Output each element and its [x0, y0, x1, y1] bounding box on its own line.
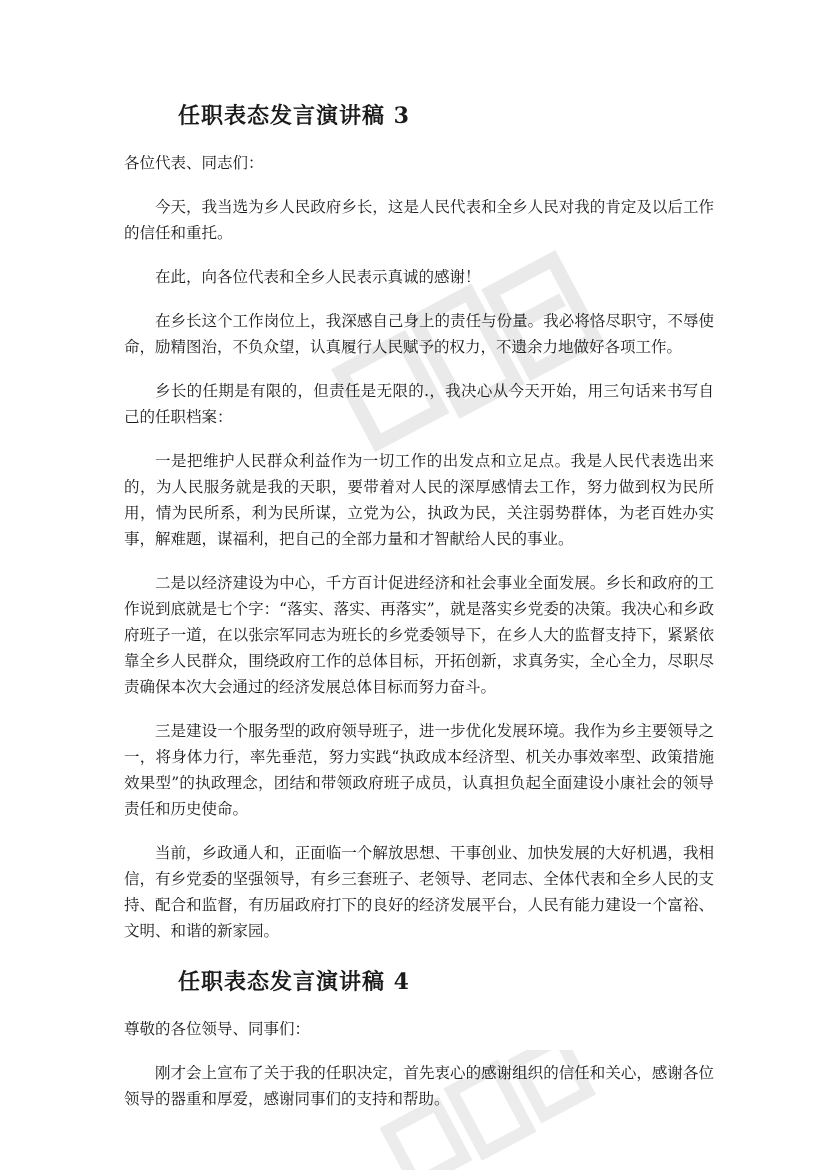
- paragraph: 今天，我当选为乡人民政府乡长，这是人民代表和全乡人民对我的肯定及以后工作的信任和重托。: [124, 198, 714, 242]
- paragraph: 在乡长这个工作岗位上，我深感自己身上的责任与份量。我必将恪尽职守，不辱使命，励精图治，不负众望，认真履行人民赋予的权力，不遗余力地做好各项工作。: [124, 312, 714, 356]
- paragraph: 二是以经济建设为中心，千方百计促进经济和社会事业全面发展。乡长和政府的工作说到底就是七个字：“落实、落实、再落实”，就是落实乡党委的决策。我决心和乡政府班子一道，在以张宗军同志为班长的乡党委领导下，在乡人大的监督支持下，紧紧依靠全乡人民群众，围绕政府工作的总体目标，开拓创新，求真务实，全心全力，尽职尽责确保本次大会通过的经济发展总体目标而努力奋斗。: [124, 574, 714, 696]
- paragraph: 一是把维护人民群众利益作为一切工作的出发点和立足点。我是人民代表选出来的，为人民服务就是我的天职，要带着对人民的深厚感情去工作，努力做到权为民所用，情为民所系，利为民所谋，立党为公，执政为民，关注弱势群体，为老百姓办实事，解难题，谋福利，把自己的全部力量和才智献给人民的事业。: [124, 452, 714, 548]
- document-body: [124, 96, 714, 1112]
- section-title-4: 任职表态发言演讲稿 4: [178, 969, 410, 995]
- paragraph: 三是建设一个服务型的政府领导班子，进一步优化发展环境。我作为乡主要领导之一，将身体力行，率先垂范，努力实践“执政成本经济型、机关办事效率型、政策措施效果型”的执政理念，团结和带领政府班子成员，认真担负起全面建设小康社会的领导责任和历史使命。: [124, 722, 714, 818]
- salutation-1: 各位代表、同志们：: [124, 154, 264, 172]
- section-title-3: 任职表态发言演讲稿 3: [178, 103, 410, 129]
- paragraph: 乡长的任期是有限的，但责任是无限的.，我决心从今天开始，用三句话来书写自己的任职档案：: [124, 382, 714, 426]
- paragraph: 当前，乡政通人和，正面临一个解放思想、干事创业、加快发展的大好机遇，我相信，有乡党委的坚强领导，有乡三套班子、老领导、老同志、全体代表和全乡人民的支持、配合和监督，有历届政府打下的良好的经济发展平台，人民有能力建设一个富裕、文明、和谐的新家园。: [124, 844, 714, 940]
- salutation-2: 尊敬的各位领导、同事们：: [124, 1020, 311, 1038]
- paragraph: 在此，向各位代表和全乡人民表示真诚的感谢！: [155, 268, 481, 286]
- paragraph: 刚才会上宣布了关于我的任职决定，首先衷心的感谢组织的信任和关心，感谢各位领导的器重和厚爱，感谢同事们的支持和帮助。: [124, 1064, 714, 1108]
